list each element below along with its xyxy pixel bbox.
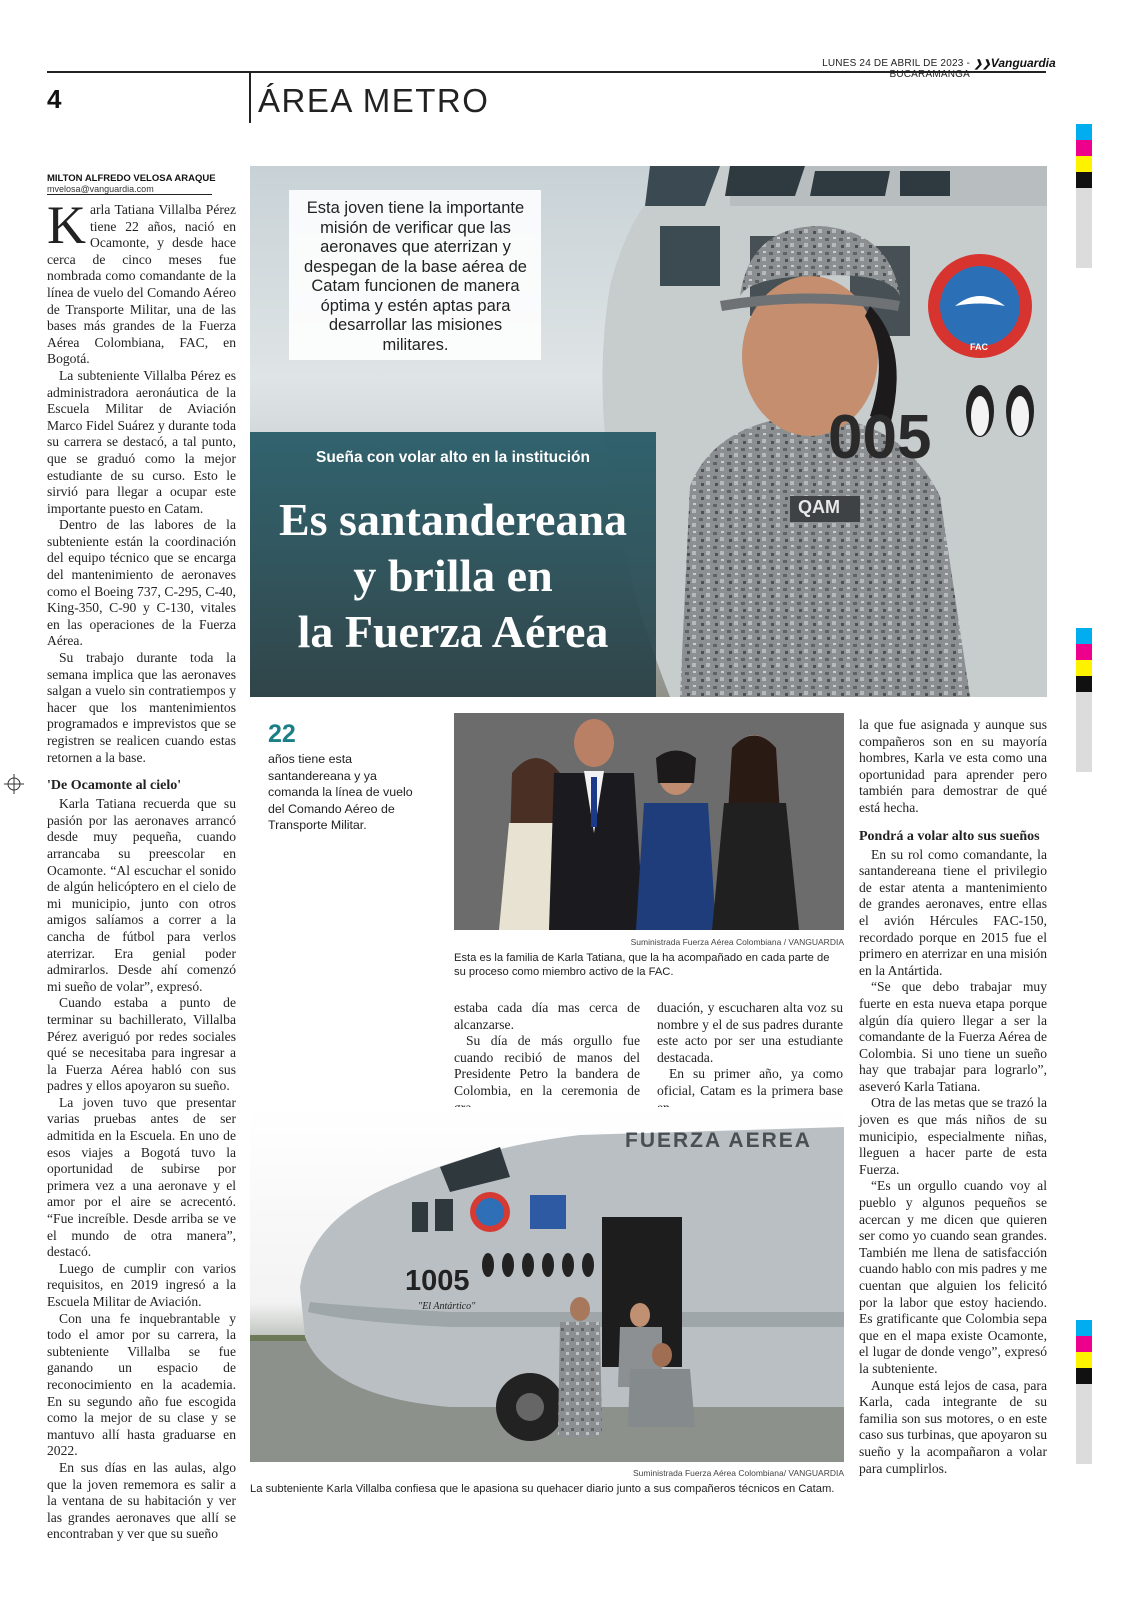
- headline-line: y brilla en: [353, 550, 553, 601]
- column-1: Karla Tatiana Villalba Pérez tiene 22 años, nació en Ocamonte, y desde hace cerca de cinco meses fue nombrada como comandante de la línea de vuelo del Comando Aéreo de Transporte Militar, una de las bases más grandes de la Fuerza Aérea Colombiana, FAC, en Bogotá. La subteniente Villalba Pérez es administradora aeronáutica de la Escuela Militar de Aviación Marco Fidel Suárez y durante toda su carrera se destacó, a tal punto, que se graduó como la mejor estudiante de su curso. Esto le sirvió para llegar a ocupar este importante puesto en Catam. Dentro de las labores de la subteniente están la coordinación del equipo técnico que se encarga del mantenimiento de aeronaves como el Boeing 737, C-295, C-40, King-350, C-90 y C-130, vitales en las operaciones de la Fuerza Aérea. Su trabajo durante toda la semana implica que las aeronaves salgan a vuelo sin contratiempos y hacer que los mantenimientos programados e imprevistos que se registren se realicen cuando estas retornen a la base. 'De Ocamonte al cielo' Karla Tatiana recuerda que su pasión por las aeronaves arrancó desde muy pequeña, cuando arrancaba su preescolar en Ocamonte. “Al escuchar el sonido de algún helicóptero en el cielo de mi municipio, junto con otros amigos salíamos a correr a la cancha de fútbol para verlos aterrizar. Era genial poder admirarlos. Desde ahí comenzó mi sueño de volar”, expresó. Cuando estaba a punto de terminar su bachillerato, Villalba Pérez averiguó por redes sociales qué se necesitaba para ingresar a la Fuerza Aérea habló con sus padres y ellos apoyaron su sueño. La joven tuvo que presentar varias pruebas antes de ser admitida en la Escuela. En uno de esos viajes a Bogotá tuvo la oportunidad de subirse por primera vez a una aeronave y el amor por el aire se acrecentó. “Fue increíble. Desde arriba se ve el mundo de otra manera”, destacó. Luego de cumplir con varios requisitos, en 2019 ingresó a la Escuela Militar de Aviación. Con una fe inquebrantable y todo el amor por su carrera, la subteniente Villalba se fue ganando un espacio de reconocimiento en la academia. En su segundo año fue escogida como la mejor de su clase y se mantuvo allí hasta graduarse en 2022. En sus días en las aulas, algo que la joven rememora es salir a la ventana de su habitación y ver las grandes aeronaves que allí se encontraban y ver que su sueño: [47, 195, 236, 1542]
- family-illustration: [454, 713, 844, 930]
- fuselage-text: FUERZA AEREA: [625, 1129, 812, 1152]
- byline-author: MILTON ALFREDO VELOSA ARAQUE: [47, 173, 216, 184]
- kicker: Sueña con volar alto en la institución: [316, 449, 590, 466]
- section-title: ÁREA METRO: [258, 82, 490, 119]
- column-3: duación, y escucharen alta voz su nombre y el de sus padres durante este acto por ser una estudiante destacada. En su primer año, ya como oficial, Catam es la primera base: [657, 1000, 843, 1098]
- plane-photo-credit: Suministrada Fuerza Aérea Colombiana/ VANGUARDIA: [632, 1468, 844, 1478]
- family-photo-caption: Esta es la familia de Karla Tatiana, que la ha acompañado en cada parte de su proceso como miembro activo de la FAC.: [454, 952, 830, 978]
- stat-text: años tiene esta santandereana y ya comanda la línea de vuelo del Comando Aéreo de Transporte Militar.: [268, 752, 413, 832]
- hero-plane-number: 005: [828, 403, 932, 472]
- drop-cap: K: [47, 195, 86, 255]
- brand-chevron-icon: ❯❯: [974, 59, 991, 70]
- color-registration-strip: [1076, 124, 1092, 268]
- plane-name: "El Antártico": [418, 1301, 476, 1312]
- hero-quote-text: Esta joven tiene la importante misión de verificar que las aeronaves que aterrizan y despegan de la base aérea de Catam funcionen de manera óptima y estén aptas para desarrollar las misiones militares.: [304, 199, 527, 354]
- brand-logo: ❯❯Vanguardia: [974, 56, 1056, 70]
- hero-emblem-fac: FAC: [970, 342, 988, 352]
- color-registration-strip: [1076, 1320, 1092, 1464]
- plane-illustration: [250, 1107, 844, 1462]
- headline: [250, 492, 656, 660]
- family-photo: [454, 713, 844, 930]
- plane-photo: [250, 1107, 844, 1462]
- family-photo-credit: Suministrada Fuerza Aérea Colombiana / VANGUARDIA: [630, 937, 844, 947]
- dateline: LUNES 24 DE ABRIL DE 2023 - BUCARAMANGA: [822, 58, 970, 80]
- headline-line: Es santandereana: [278, 494, 628, 545]
- column-4: la que fue asignada y aunque sus compañeros son en su mayoría hombres, Karla ve esta como una oportunidad para aprender pero también para demostrar de qué está hecha. Pondrá a volar alto sus sueños En su rol como comandante, la santandereana tiene el privilegio de estar atenta a mantenimiento de grandes aeronaves, entre ellas el avión Hércules FAC-150, recordado porque en 2015 fue el primero en aterrizar en una misión en la Antártida. “Se que debo trabajar muy fuerte en esta nueva etapa porque algún día quiero llegar a ser la comandante de la Fuerza Aérea de Colombia. Si uno tiene un sueño hay que trabajar para lograrlo”, aseveró Karla Tatiana. Otra de las metas que se trazó la joven es que más niños de su municipio, especialmente niñas, lleguen a hacer parte de esta Fuerza. “Es un orgullo cuando voy al pueblo y algunos pequeños se acercan y me dicen que quieren ser como yo cuando sean grandes. También me llena de satisfacción cuando hablo con mis padres y me cuentan que alguien los felicitó por la labor que estoy haciendo. Es gratificante que Colombia sepa que en el mapa existe Ocamonte, el lugar de donde vengo”, expresó la subteniente. Aunque está lejos de casa, para Karla, cada integrante de su familia son sus motores, o en este caso sus turbinas, que apoyaron su sueño y la acompañaron a volar para cumplirlos.: [859, 717, 1048, 1476]
- hero-patch: QAM: [798, 497, 840, 517]
- plane-number: 1005: [405, 1265, 470, 1297]
- crosshair-icon: [4, 774, 24, 794]
- section-divider: [249, 72, 251, 123]
- headline-line: la Fuerza Aérea: [297, 606, 609, 657]
- column-2: estaba cada día mas cerca de alcanzarse. Su día de más orgullo fue cuando recibió de manos del Presidente Petro la bandera de Colombia, en la ceremonia de: [454, 1000, 640, 1098]
- subhead: 'De Ocamonte al cielo': [47, 778, 182, 794]
- page-number: 4: [47, 84, 62, 114]
- color-registration-strip: [1076, 628, 1092, 772]
- plane-photo-caption: La subteniente Karla Villalba confiesa que le apasiona su quehacer diario junto a sus compañeros técnicos en Catam.: [250, 1483, 835, 1495]
- subhead: Pondrá a volar alto sus sueños: [859, 828, 1040, 844]
- stat-number: 22: [268, 720, 296, 748]
- byline-email: mvelosa@vanguardia.com: [47, 184, 154, 194]
